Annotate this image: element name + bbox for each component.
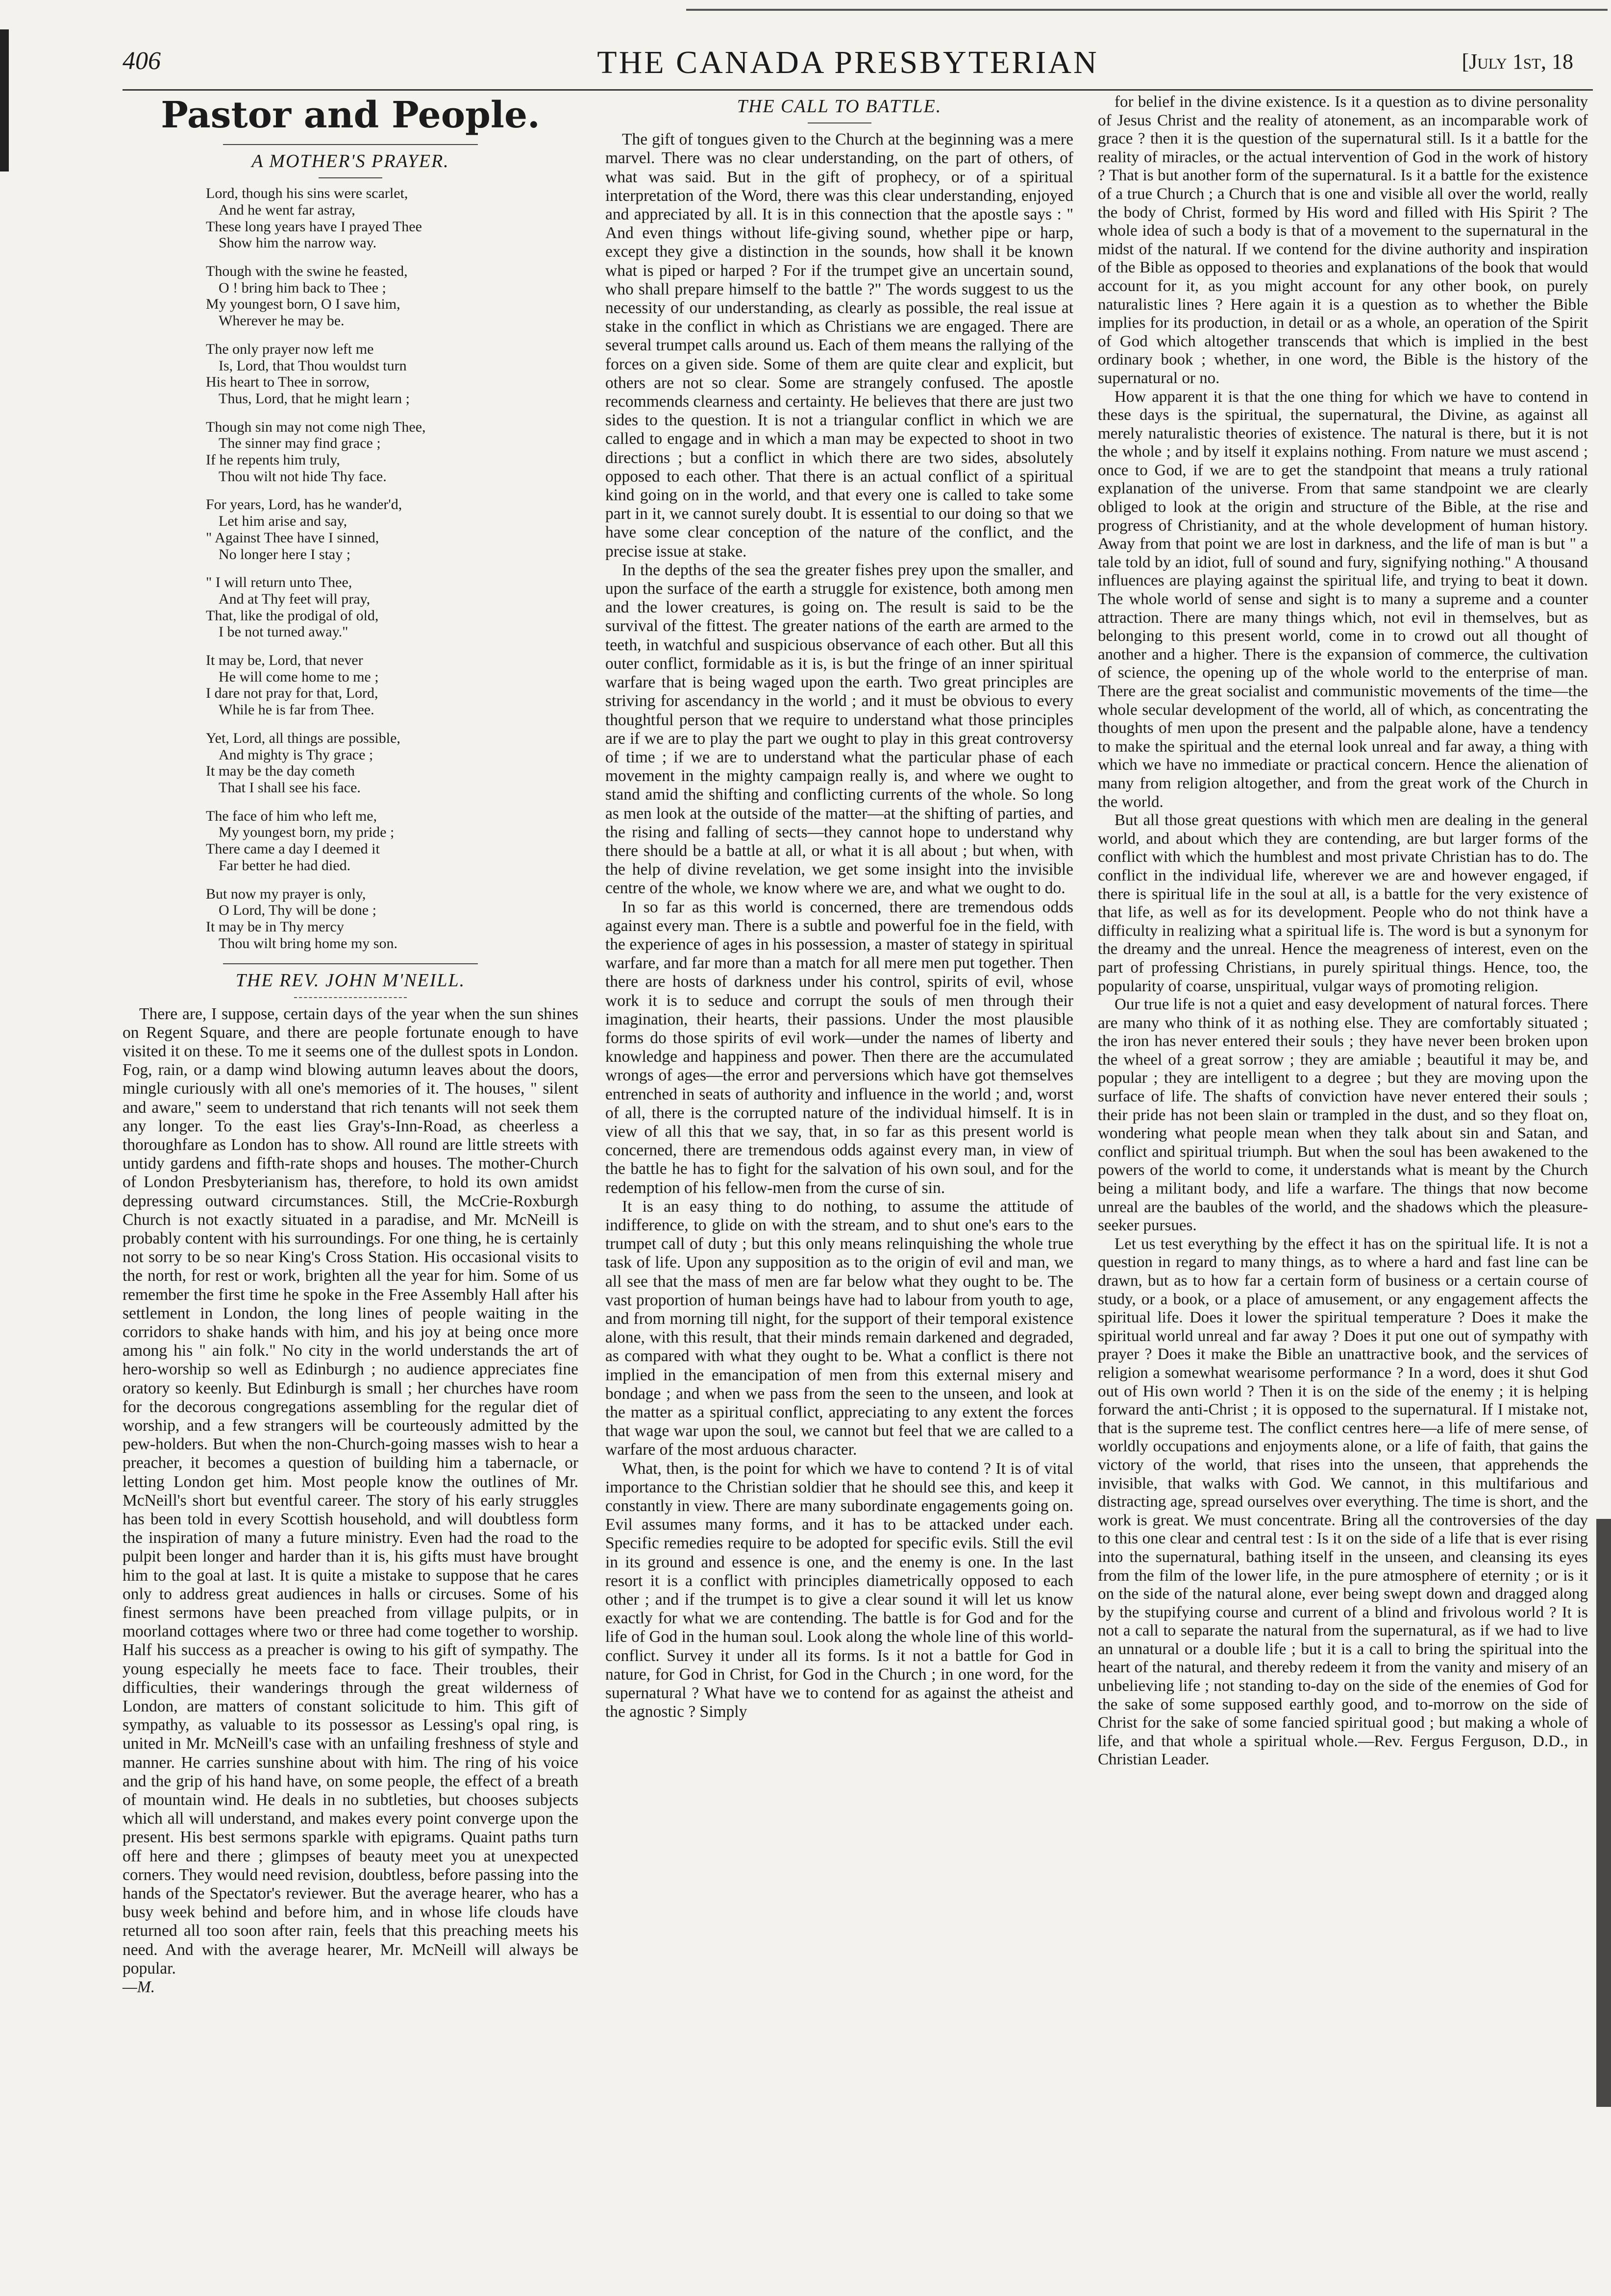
poem-line: Wherever he may be. bbox=[219, 313, 345, 329]
poem-line: Let him arise and say, bbox=[219, 513, 347, 530]
poem-stanza bbox=[206, 263, 578, 329]
divider bbox=[294, 997, 407, 998]
header-rule bbox=[123, 89, 1593, 91]
column-3 bbox=[1098, 93, 1588, 1769]
poem-line: Lord, though his sins were scarlet, bbox=[206, 185, 408, 202]
poem-line: I be not turned away." bbox=[219, 624, 348, 640]
divider bbox=[223, 963, 478, 964]
poem-stanza bbox=[206, 341, 578, 407]
paragraph: for belief in the divine existence. Is it a question as to divine personality of Jesus Christ and the reality of atonement, as an incomparable work of grace ? then it is the question of the supernatural still. Is it a battle for the reality of miracles, or the actual intervention of God in the work of history ? That is but another form of the supernatural. Is it a battle for the existence of a true Church ; a Church that is one and visible all over the world, really the body of Christ, formed by His word and filled with His Spirit ? The whole idea of such a body is that of a movement to the supernatural in the midst of the natural. If we contend for the divine authority and inspiration of the Bible as opposed to theories and explanations of the book that would account for it, as you might account for any other book, on purely naturalistic lines ? Here again it is a question as to whether the Bible implies for its production, in detail or as a whole, an operation of the Spirit of God which altogether transcends that which is implied in the best ordinary book ; whether, in one word, the Bible is the history of the supernatural or no. bbox=[1098, 93, 1588, 387]
poem-line: Far better he had died. bbox=[219, 857, 351, 874]
poem-line: And at Thy feet will pray, bbox=[219, 590, 371, 607]
article-body-continued bbox=[1098, 93, 1588, 1769]
article-body bbox=[123, 1005, 578, 1978]
masthead: THE CANADA PRESBYTERIAN bbox=[597, 45, 1099, 80]
poem-stanza bbox=[206, 808, 578, 874]
article-signature: —M. bbox=[123, 1978, 155, 1997]
paragraph: Our true life is not a quiet and easy development of natural forces. There are many who think of it as nothing else. They are comfortably situated ; the iron has never entered their souls ; they have never been broken upon the wheel of a great sorrow ; they are amiable ; beautiful it may be, and popular ; they are intelligent to a degree ; but they are moving upon the surface of life. The shafts of conviction have never entered their souls ; their pride has not been slain or trampled in the dust, and so they float on, wondering what people mean when they talk about sin and Satan, and conflict and spiritual triumph. But when the soul has been awakened to the powers of the world to come, it understands what is meant by the Church being a militant body, and life a warfare. The things that now become unreal are the baubles of the world, and the shadows which the pleasure-seeker pursues. bbox=[1098, 996, 1588, 1235]
poem-stanza bbox=[206, 730, 578, 796]
paragraph: Let us test everything by the effect it has on the spiritual life. It is not a question in regard to many things, as to where a hard and fast line can be drawn, but as to how far a certain form of business or a certain course of study, or a book, or a place of amusement, or any engagement affects the spiritual life. Does it lower the spiritual temperature ? Does it make the spiritual world unreal and far away ? Does it put one out of sympathy with prayer ? Does it make the Bible an unattractive book, and the services of religion a somewhat wearisome performance ? In a word, does it shut God out of His own world ? Then it is on the side of the enemy ; it is helping forward the anti-Christ ; it is opposed to the supernatural. If I mistake not, that is the supreme test. The conflict centres here—a life of mere sense, of worldly occupations and enjoyments alone, or a life of faith, that gains the victory of the world, that rises into the unseen, that apprehends the invisible, that walks with God. We cannot, in this multifarious and distracting age, spread ourselves over everything. The time is short, and the work is great. We must concentrate. Bring all the controversies of the day to this one clear and central test : Is it on the side of a life that is ever rising into the supernatural, bathing itself in the unseen, and cleansing its eyes from the film of the lower life, in the pure atmosphere of eternity ; or is it on the side of the natural alone, ever being swept down and dragged along by the stupifying course and current of a blind and frivolous world ? It is not a call to separate the natural from the supernatural, as if we had to live an unnatural or a double life ; but it is a call to bring the spiritual into the heart of the natural, and thereby redeem it from the vanity and misery of an unbelieving life ; not standing to-day on the side of the enemies of God for the sake of some supposed earthly good, and to-morrow on the side of Christ for the sake of some fancied spiritual good ; but making a whole of life, and that whole a spiritual whole.—Rev. Fergus Ferguson, D.D., in Christian Leader. bbox=[1098, 1235, 1588, 1769]
poem-line: " I will return unto Thee, bbox=[206, 574, 352, 591]
poem-line: There came a day I deemed it bbox=[206, 841, 380, 857]
paragraph: There are, I suppose, certain days of the year when the sun shines on Regent Square, and there are people fortunate enough to have visited it on these. To me it seems one of the dullest spots in London. Fog, rain, or a damp wind blowing autumn leaves about the doors, mingle curiously with all one's memories of it. The houses, " silent and aware," seem to understand that rich tenants will not seek them any longer. To the east lies Gray's-Inn-Road, as cheerless a thoroughfare as London has to show. All round are little streets with untidy gardens and fifth-rate shops and houses. The mother-Church of London Presbyterianism has, therefore, to hold its own amidst depressing outward circumstances. Still, the McCrie-Roxburgh Church is not exactly situated in a paradise, and Mr. McNeill is probably content with his surroundings. For one thing, he is certainly not sorry to be so near King's Cross Station. His occasional visits to the north, for rest or work, brighten all the year for him. Some of us remember the first time he spoke in the Free Assembly Hall after his settlement in London, the long lines of people waiting in the corridors to shake hands with him, and his joy at being once more among his " ain folk." No city in the world understands the art of hero-worship so well as Edinburgh ; no audience appreciates fine oratory so keenly. But Edinburgh is small ; her churches have room for the decorous congregations assembling for the regular diet of worship, and a few strangers will be courteously admitted by the pew-holders. But when the non-Church-going masses wish to hear a preacher, it becomes a question of building him a tabernacle, or letting London get him. Most people know the outlines of Mr. McNeill's short but eventful career. The story of his early struggles has been told in every Scottish household, and will doubtless form the inspiration of many a future ministry. Even had the road to the pulpit been longer and harder than it is, his gifts must have brought him to the goal at last. It is quite a mistake to suppose that he cares only to address great audiences in halls or circuses. Some of his finest sermons have been preached from village pulpits, or in moorland cottages where two or three had come together to worship. Half his success as a preacher is owing to his gift of sympathy. The young especially he meets face to face. Their troubles, their difficulties, their wanderings through the great wilderness of London, are matters of constant solicitude to him. This gift of sympathy, as valuable to its possessor as Lessing's opal ring, is united in Mr. McNeill's case with an unfailing freshness of style and manner. He carries sunshine about with him. The ring of his voice and the grip of his hand have, on some people, the effect of a breath of mountain wind. He deals in no subtleties, but chooses subjects which all will understand, and makes every point converge upon the present. His best sermons sparkle with epigrams. Quaint paths turn off here and there ; glimpses of beauty meet you at unexpected corners. They would need revision, doubtless, before passing into the hands of the Spectator's reviewer. But the average hearer, who has a busy week behind and before him, and in whose life clouds have returned all too soon after rain, feels that this preaching meets his need. And with the average hearer, Mr. McNeill will always be popular. bbox=[123, 1004, 578, 1978]
poem-line: But now my prayer is only, bbox=[206, 885, 366, 902]
poem-line: He will come home to me ; bbox=[219, 668, 379, 685]
poem-line: Yet, Lord, all things are possible, bbox=[206, 730, 400, 746]
poem-line: I dare not pray for that, Lord, bbox=[206, 685, 378, 702]
article-body bbox=[605, 130, 1073, 1721]
poem-stanza bbox=[206, 185, 578, 251]
divider bbox=[319, 177, 382, 178]
poem-line: The only prayer now left me bbox=[206, 341, 374, 357]
poem-title: A MOTHER'S PRAYER. bbox=[251, 151, 449, 171]
poem-line: " Against Thee have I sinned, bbox=[206, 529, 379, 546]
poem-line: His heart to Thee in sorrow, bbox=[206, 374, 370, 391]
column-2 bbox=[605, 93, 1073, 1721]
paragraph: In the depths of the sea the greater fishes prey upon the smaller, and upon the surface of the earth a struggle for existence, both among men and the lower creatures, is going on. The result is said to be the survival of the fittest. The greater nations of the earth are armed to the teeth, in watchful and suspicious observance of each other. But all this outer conflict, formidable as it is, is but the fringe of an inner spiritual warfare that is being waged upon the earth. Two great principles are striving for ascendancy in the world ; and it must be obvious to every thoughtful person that we require to understand what those principles are if we are to play the part we ought to play in this great controversy of time ; if we are to understand what the particular phase of each movement in the mighty campaign really is, and where we ought to stand amid the shifting and conflicting currents of the whole. So long as men look at the outside of the matter—at the shifting of parties, and the rising and falling of sects—they cannot hope to understand why there should be a battle at all, or what it is all about ; but when, with the help of divine revelation, we get some insight into the invisible centre of the whole, we know where we are, and what we ought to do. bbox=[605, 561, 1073, 898]
poem-line: These long years have I prayed Thee bbox=[206, 218, 422, 235]
paragraph: But all those great questions with which men are dealing in the general world, and about which they are contending, are but larger forms of the conflict with which the humblest and most private Christian has to do. The conflict in the individual life, wherever we are and however engaged, if there is spiritual life in the soul at all, is a battle for the very existence of that life, as well as for its development. People who do not think have a difficulty in realizing what a spiritual life is. The word is but a synonym for the dreamy and the unreal. Hence the meagreness of interest, even on the part of professing Christians, in purely spiritual things. Hence, too, the popularity of coarse, unspiritual, vulgar ways of promoting religion. bbox=[1098, 811, 1588, 995]
article-title: THE REV. JOHN M'NEILL. bbox=[235, 970, 466, 991]
poem-line: It may be, Lord, that never bbox=[206, 652, 363, 669]
column-1 bbox=[123, 93, 578, 1997]
paragraph: It is an easy thing to do nothing, to assume the attitude of indifference, to glide on with the stream, and to shut one's ears to the trumpet call of duty ; but this only means relinquishing the whole true task of life. Upon any supposition as to the origin of evil and man, we all see that the mass of men are far below what they ought to be. The vast proportion of human beings have had to labour from youth to age, and from morning till night, for the support of their temporal existence alone, with this result, that their minds remain darkened and degraded, as compared with what they ought to be. What a conflict is there not implied in the emancipation of men from this external misery and bondage ; and when we pass from the seen to the unseen, and look at the matter as a spiritual conflict, appreciating to any extent the forces that wage war upon the soul, we cannot but feel that we are called to a warfare of the most arduous character. bbox=[605, 1197, 1073, 1459]
poem-stanza bbox=[206, 886, 578, 952]
page-edge-shadow-right bbox=[1596, 1519, 1611, 2107]
poem-line: It may be the day cometh bbox=[206, 763, 355, 780]
poem-line: The face of him who left me, bbox=[206, 807, 377, 824]
poem-line: Though sin may not come nigh Thee, bbox=[206, 418, 426, 435]
poem-stanza bbox=[206, 419, 578, 485]
page-edge-shadow bbox=[0, 29, 9, 171]
poem-line: That, like the prodigal of old, bbox=[206, 607, 379, 624]
poem-line: It may be in Thy mercy bbox=[206, 918, 344, 935]
article-title: THE CALL TO BATTLE. bbox=[737, 96, 942, 117]
poem-stanza bbox=[206, 496, 578, 562]
poem bbox=[206, 185, 578, 952]
page-header bbox=[123, 47, 1573, 91]
poem-line: If he repents him truly, bbox=[206, 452, 340, 468]
poem-line: Is, Lord, that Thou wouldst turn bbox=[219, 357, 407, 374]
paragraph: In so far as this world is concerned, there are tremendous odds against every man. There is a subtle and powerful foe in the field, with the experience of ages in his possession, a master of stategy in spiritual warfare, and far more than a match for all mere men put together. Then there are hosts of darkness under his control, spirits of evil, whose work it is to seduce and corrupt the souls of men through their imagination, their hearts, their passions. Under the most plausible forms do those spirits of evil work—under the names of liberty and knowledge and happiness and power. Then there are the accumulated wrongs of ages—the error and perversions which have got themselves entrenched in seats of authority and influence in the world ; and, worst of all, there is the corrupted nature of the individual himself. It is in view of all this that we say, that, in so far as this present world is concerned, there are tremendous odds against every man, in view of the battle he has to fight for the salvation of his own soul, and for the redemption of his fellow-men from the curse of sin. bbox=[605, 898, 1073, 1197]
issue-date: [July 1st, 18 bbox=[1462, 49, 1573, 73]
poem-line: Thus, Lord, that he might learn ; bbox=[219, 390, 410, 407]
poem-line: While he is far from Thee. bbox=[219, 702, 374, 718]
poem-line: And he went far astray, bbox=[219, 201, 355, 218]
divider bbox=[808, 122, 871, 123]
paragraph: How apparent it is that the one thing for which we have to contend in these days is the spiritual, the supernatural, the Divine, as against all merely naturalistic theories of existence. The natural is there, but it is not the whole ; and by itself it explains nothing. From nature we must ascend ; once to God, if we are to get the standpoint that means a truly rational explanation of the universe. From that same standpoint we are clearly obliged to look at the origin and structure of the Bible, at the rise and progress of Christianity, and at the whole development of human history. Away from that point we are lost in darkness, and the life of man is but " a tale told by an idiot, full of sound and fury, signifying nothing." A thousand influences are playing against the spiritual life, and trying to beat it down. The whole world of sense and sight is to many a supreme and a counter attraction. There are many things which, not evil in themselves, but as belonging to this present world, come in to crowd out all thought of another and a higher. There is the expansion of commerce, the cultivation of science, the opening up of the whole world to the enterprise of man. There are the great socialist and communistic movements of the time—the whole secular development of the world, all of which, as concentrating the thoughts of men upon the present and the palpable alone, have a tendency to make the spiritual and the eternal look unreal and far away, a thing with which we have no immediate or practical concern. Hence the alienation of many from religion altogether, and from the great work of the Church in the world. bbox=[1098, 388, 1588, 811]
poem-line: Show him the narrow way. bbox=[219, 235, 377, 251]
poem-line: Thou wilt not hide Thy face. bbox=[219, 468, 387, 485]
top-border-line bbox=[686, 9, 1608, 11]
poem-line: O Lord, Thy will be done ; bbox=[219, 902, 376, 919]
poem-stanza bbox=[206, 574, 578, 640]
poem-line: Though with the swine he feasted, bbox=[206, 263, 408, 280]
divider bbox=[223, 144, 478, 145]
poem-line: Thou wilt bring home my son. bbox=[219, 935, 397, 952]
poem-line: For years, Lord, has he wander'd, bbox=[206, 496, 402, 513]
paragraph: The gift of tongues given to the Church at the beginning was a mere marvel. There was no clear understanding, on the part of others, of what was said. But in the gift of prophecy, or of a spiritual interpretation of the Word, there was this clear understanding, enjoyed and appreciated by all. It is in this connection that the apostle says : " And even things without life-giving sound, whether pipe or harp, except they give a distinction in the sounds, how shall it be known what is piped or harped ? For if the trumpet give an uncertain sound, who shall prepare himself to the battle ?" The words suggest to us the necessity of our understanding, as clearly as possible, the real issue at stake in the conflict in which as Christians we are engaged. There are several trumpet calls around us. Each of them means the rallying of the forces on a given side. Some of them are quite clear and explicit, but others are not so clear. Some are strangely confused. The apostle recommends clearness and certainty. He believes that there are just two sides to the question. It is not a triangular conflict in which we are called to engage and in which a man may be expected to shoot in two directions ; but a conflict in which there are two sides, absolutely opposed to each other. That there is an actual conflict of a spiritual kind going on in the world, and that every one is called to take some part in it, we cannot surely doubt. It is essential to our doing so that we have some clear conception of the nature of the conflict, and the precise issue at stake. bbox=[605, 130, 1073, 561]
poem-line: O ! bring him back to Thee ; bbox=[219, 279, 386, 296]
paragraph: What, then, is the point for which we have to contend ? It is of vital importance to the Christian soldier that he should see this, and keep it constantly in view. There are many subordinate engagements going on. Evil assumes many forms, and it has to be attacked under each. Specific remedies require to be adopted for specific evils. Still the evil in its ground and essence is one, and the enemy is one. In the last resort it is a conflict with principles diametrically opposed to each other ; and if the trumpet is to give a clear sound it will let us know exactly for what we are contending. The battle is for God and for the life of God in the human soul. Look along the whole line of this world-conflict. Survey it under all its forms. Is it not a battle for God in nature, for God in Christ, for God in the Church ; in one word, for the supernatural ? What have we to contend for as against the atheist and the agnostic ? Simply bbox=[605, 1459, 1073, 1721]
poem-line: The sinner may find grace ; bbox=[219, 435, 381, 452]
poem-line: And mighty is Thy grace ; bbox=[219, 746, 373, 763]
poem-line: My youngest born, my pride ; bbox=[219, 824, 395, 841]
poem-line: That I shall see his face. bbox=[219, 780, 361, 796]
poem-line: My youngest born, O I save him, bbox=[206, 296, 400, 313]
department-heading: Pastor and People. bbox=[161, 94, 540, 136]
page-number: 406 bbox=[123, 47, 161, 75]
poem-stanza bbox=[206, 652, 578, 718]
poem-line: No longer here I stay ; bbox=[219, 546, 351, 562]
